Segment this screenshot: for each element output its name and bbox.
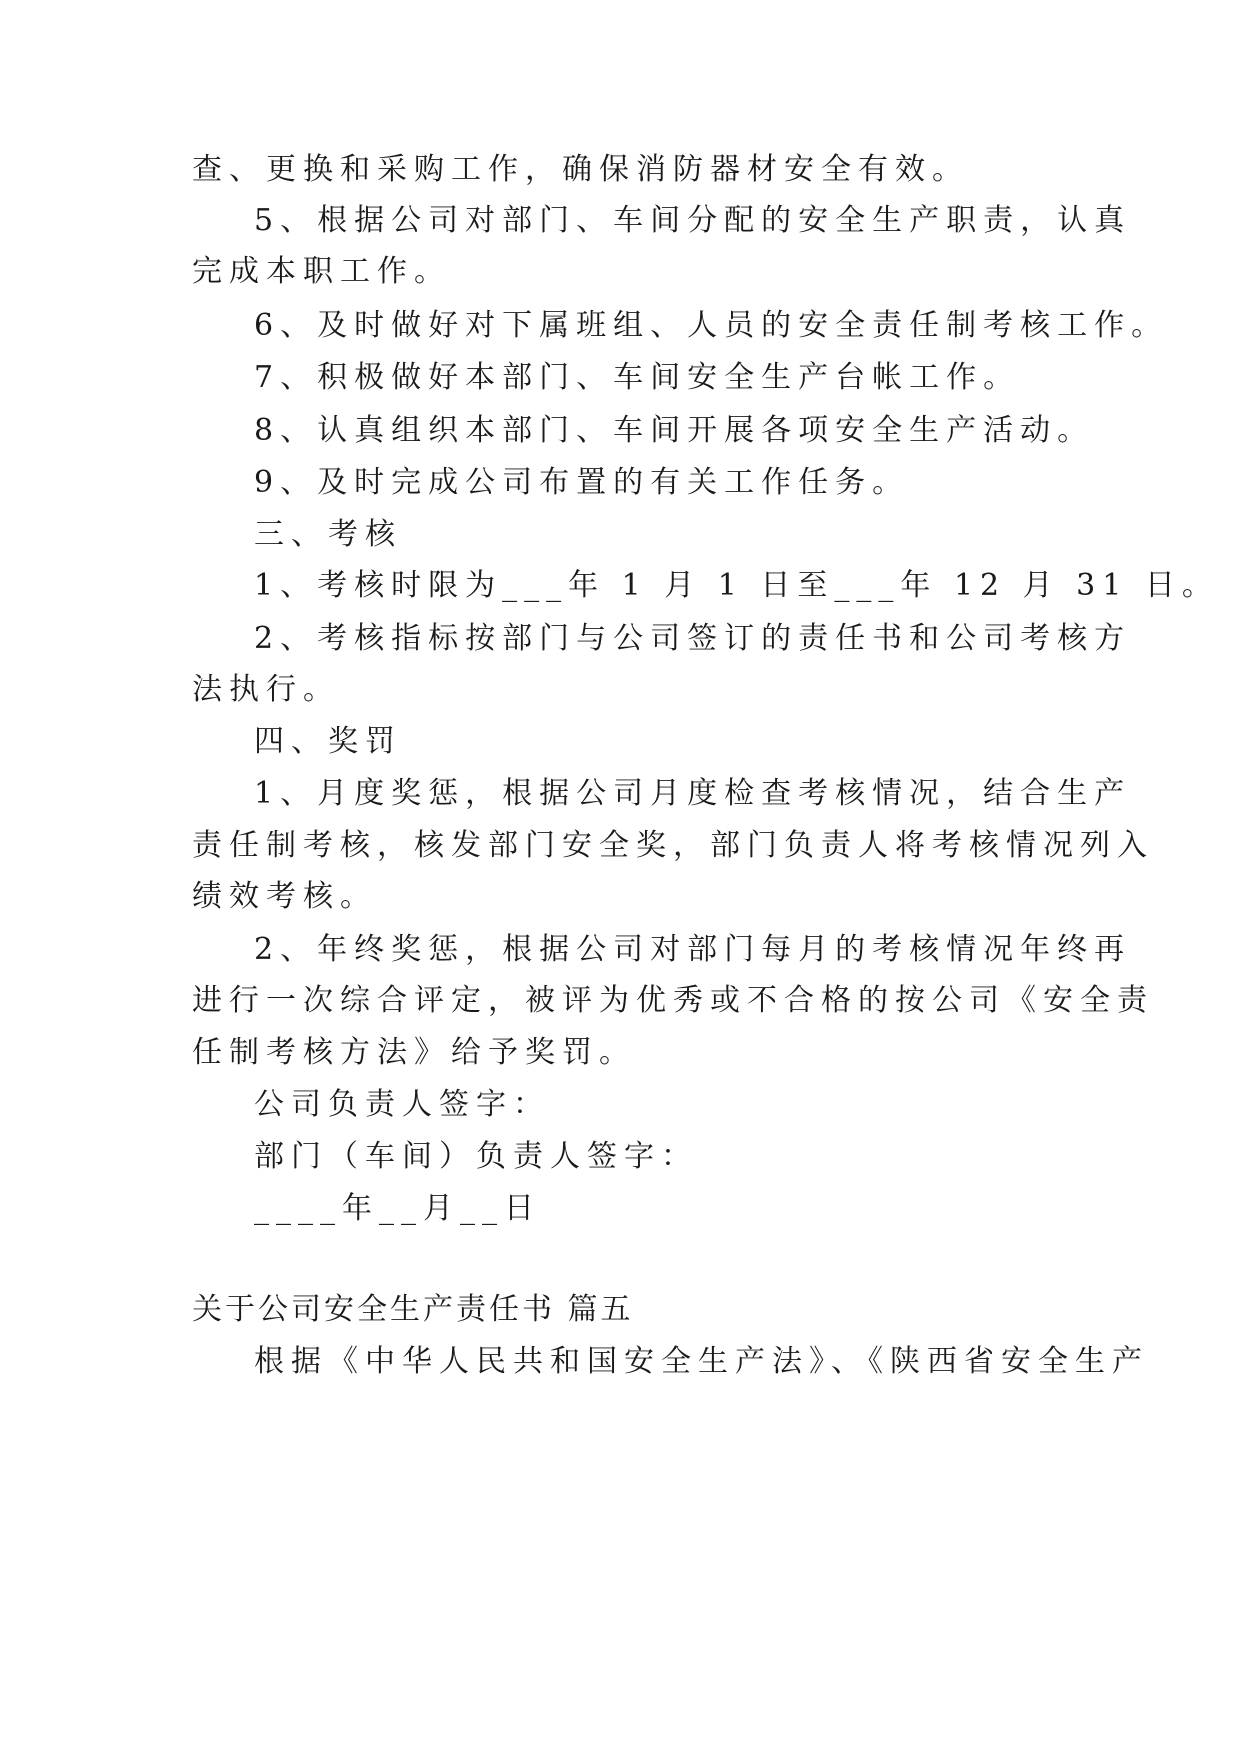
list-item-assessment-2: 2、考核指标按部门与公司签订的责任书和公司考核方 — [254, 621, 1132, 656]
list-item-assessment-1: 1、考核时限为___年 1 月 1 日至___年 12 月 31 日。 — [254, 568, 1219, 603]
body-text-line: 进行一次综合评定，被评为优秀或不合格的按公司《安全责 — [192, 983, 1154, 1018]
list-item-6: 6、及时做好对下属班组、人员的安全责任制考核工作。 — [254, 308, 1169, 343]
body-text-line: 任制考核方法》给予奖罚。 — [192, 1035, 636, 1070]
body-text-line: 根据《中华人民共和国安全生产法》、《陕西省安全生产 — [254, 1344, 1149, 1379]
body-text-line: 法执行。 — [192, 672, 340, 707]
list-item-9: 9、及时完成公司布置的有关工作任务。 — [254, 465, 910, 500]
body-text-line: 完成本职工作。 — [192, 254, 451, 289]
company-signature-label: 公司负责人签字： — [254, 1087, 550, 1122]
section-title: 关于公司安全生产责任书 篇五 — [192, 1292, 634, 1327]
list-item-8: 8、认真组织本部门、车间开展各项安全生产活动。 — [254, 413, 1095, 448]
list-item-7: 7、积极做好本部门、车间安全生产台帐工作。 — [254, 360, 1021, 395]
section-heading-rewards: 四、奖罚 — [254, 724, 402, 759]
body-text-line: 绩效考核。 — [192, 879, 377, 914]
body-text-line: 责任制考核，核发部门安全奖，部门负责人将考核情况列入 — [192, 828, 1154, 863]
list-item-5: 5、根据公司对部门、车间分配的安全生产职责，认真 — [254, 203, 1132, 238]
body-text-line: 查、更换和采购工作，确保消防器材安全有效。 — [192, 152, 969, 187]
list-item-rewards-1: 1、月度奖惩，根据公司月度检查考核情况，结合生产 — [254, 776, 1132, 811]
date-line: ____年__月__日 — [254, 1191, 541, 1226]
department-signature-label: 部门（车间）负责人签字： — [254, 1139, 698, 1174]
list-item-rewards-2: 2、年终奖惩，根据公司对部门每月的考核情况年终再 — [254, 932, 1132, 967]
section-heading-assessment: 三、考核 — [254, 517, 402, 552]
